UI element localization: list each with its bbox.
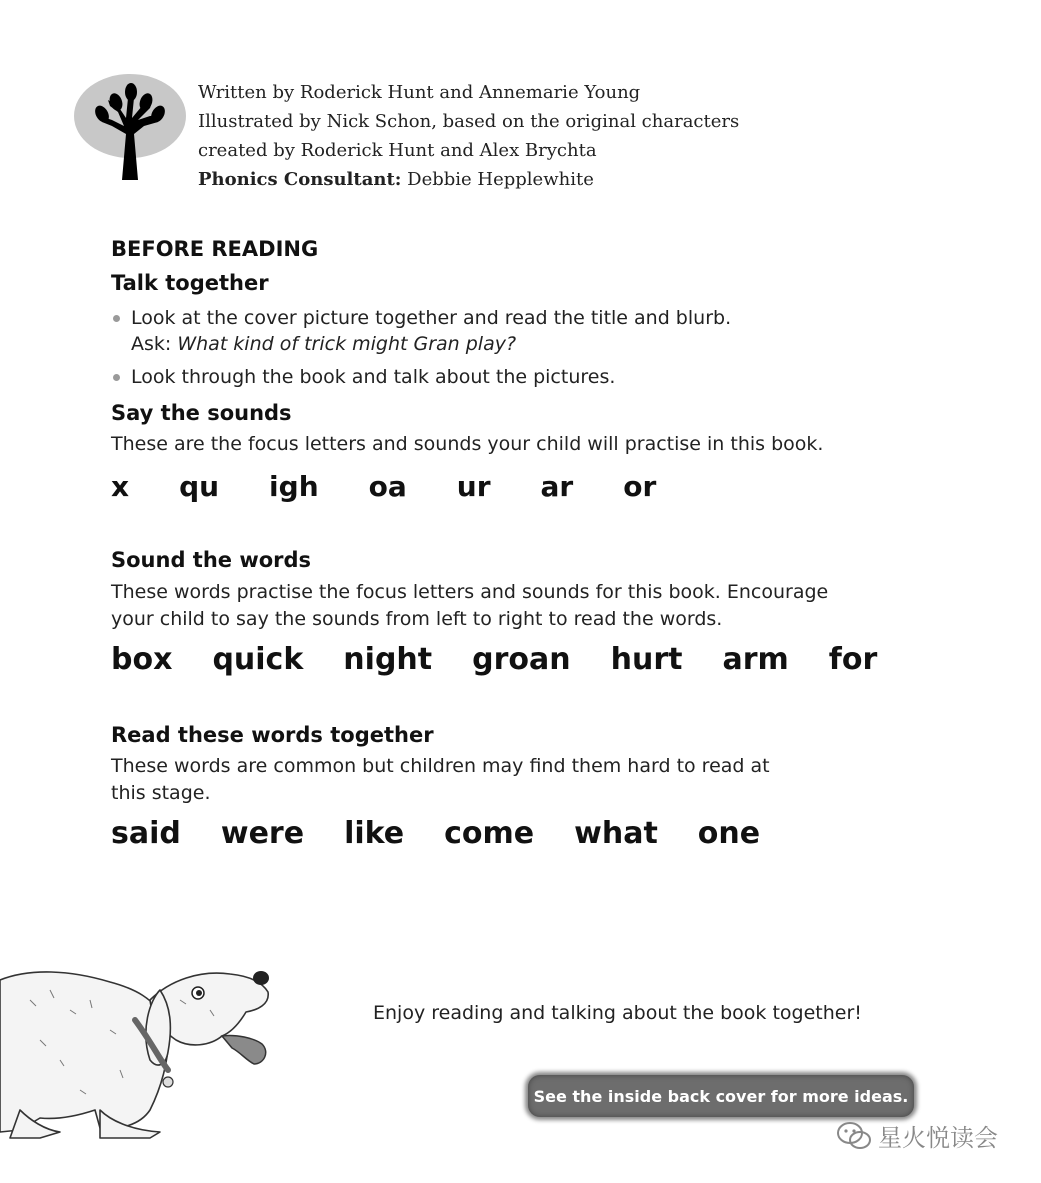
focus-letter: ur	[456, 470, 491, 503]
say-sounds-text: These are the focus letters and sounds your child will practise in this book.	[111, 433, 824, 455]
tree-icon	[72, 72, 188, 184]
sound-words-heading: Sound the words	[111, 548, 312, 572]
common-words-list	[111, 816, 800, 851]
wechat-icon	[836, 1121, 872, 1151]
bullet-look-through	[111, 364, 871, 390]
enjoy-reading-text: Enjoy reading and talking about the book together!	[373, 1002, 862, 1024]
common-word: said	[111, 816, 181, 851]
before-reading-label: BEFORE READING	[111, 237, 319, 261]
consultant-label: Phonics Consultant:	[198, 169, 402, 190]
watermark-text: 星火悦读会	[878, 1124, 998, 1152]
common-word: one	[697, 816, 761, 851]
dog-illustration	[0, 960, 290, 1140]
sound-word: box	[111, 642, 173, 677]
say-sounds-heading: Say the sounds	[111, 401, 292, 425]
focus-letter: x	[111, 470, 130, 503]
credits-creator: created by Roderick Hunt and Alex Brychta	[198, 140, 597, 161]
focus-letter: oa	[368, 470, 407, 503]
common-word: come	[444, 816, 535, 851]
bullet-cover-picture	[111, 305, 871, 357]
focus-letter: qu	[179, 470, 220, 503]
focus-letter: igh	[269, 470, 319, 503]
sound-words-text-line1: These words practise the focus letters and sounds for this book. Encourage	[111, 581, 829, 603]
common-word: like	[344, 816, 405, 851]
read-together-text	[111, 753, 871, 807]
bullet-dot	[113, 315, 120, 322]
credits-consultant	[198, 165, 739, 194]
bullet-cover-text: Look at the cover picture together and read the title and blurb.	[131, 307, 732, 329]
credits-author: Written by Roderick Hunt and Annemarie Young	[198, 82, 641, 103]
read-together-heading: Read these words together	[111, 723, 434, 747]
common-word: were	[220, 816, 305, 851]
talk-together-heading: Talk together	[111, 271, 269, 295]
ask-question: What kind of trick might Gran play?	[177, 333, 517, 355]
bullet-ask-line	[131, 331, 871, 357]
read-together-text-line1: These words are common but children may find them hard to read at	[111, 755, 770, 777]
bullet-dot	[113, 374, 120, 381]
focus-letter: ar	[540, 470, 574, 503]
ask-label: Ask:	[131, 333, 178, 355]
inside-back-cover-banner	[528, 1075, 914, 1117]
sound-word: groan	[472, 642, 571, 677]
sound-word: quick	[212, 642, 304, 677]
credits-illustrator: Illustrated by Nick Schon, based on the original characters	[198, 111, 740, 132]
focus-letters	[111, 470, 706, 503]
banner-text: See the inside back cover for more ideas.	[533, 1086, 909, 1106]
watermark	[836, 1118, 998, 1153]
sound-words-text	[111, 579, 871, 633]
common-word: what	[574, 816, 658, 851]
sound-word: arm	[722, 642, 789, 677]
sound-word: hurt	[610, 642, 683, 677]
sound-word: night	[343, 642, 433, 677]
consultant-name: Debbie Hepplewhite	[401, 169, 594, 190]
read-together-text-line2: this stage.	[111, 782, 211, 804]
sound-word: for	[828, 642, 878, 677]
bullet-look-text: Look through the book and talk about the pictures.	[131, 366, 616, 388]
credits-block	[198, 78, 739, 194]
sound-words-text-line2: your child to say the sounds from left to right to read the words.	[111, 608, 723, 630]
sound-words-list	[111, 642, 917, 677]
focus-letter: or	[623, 470, 657, 503]
